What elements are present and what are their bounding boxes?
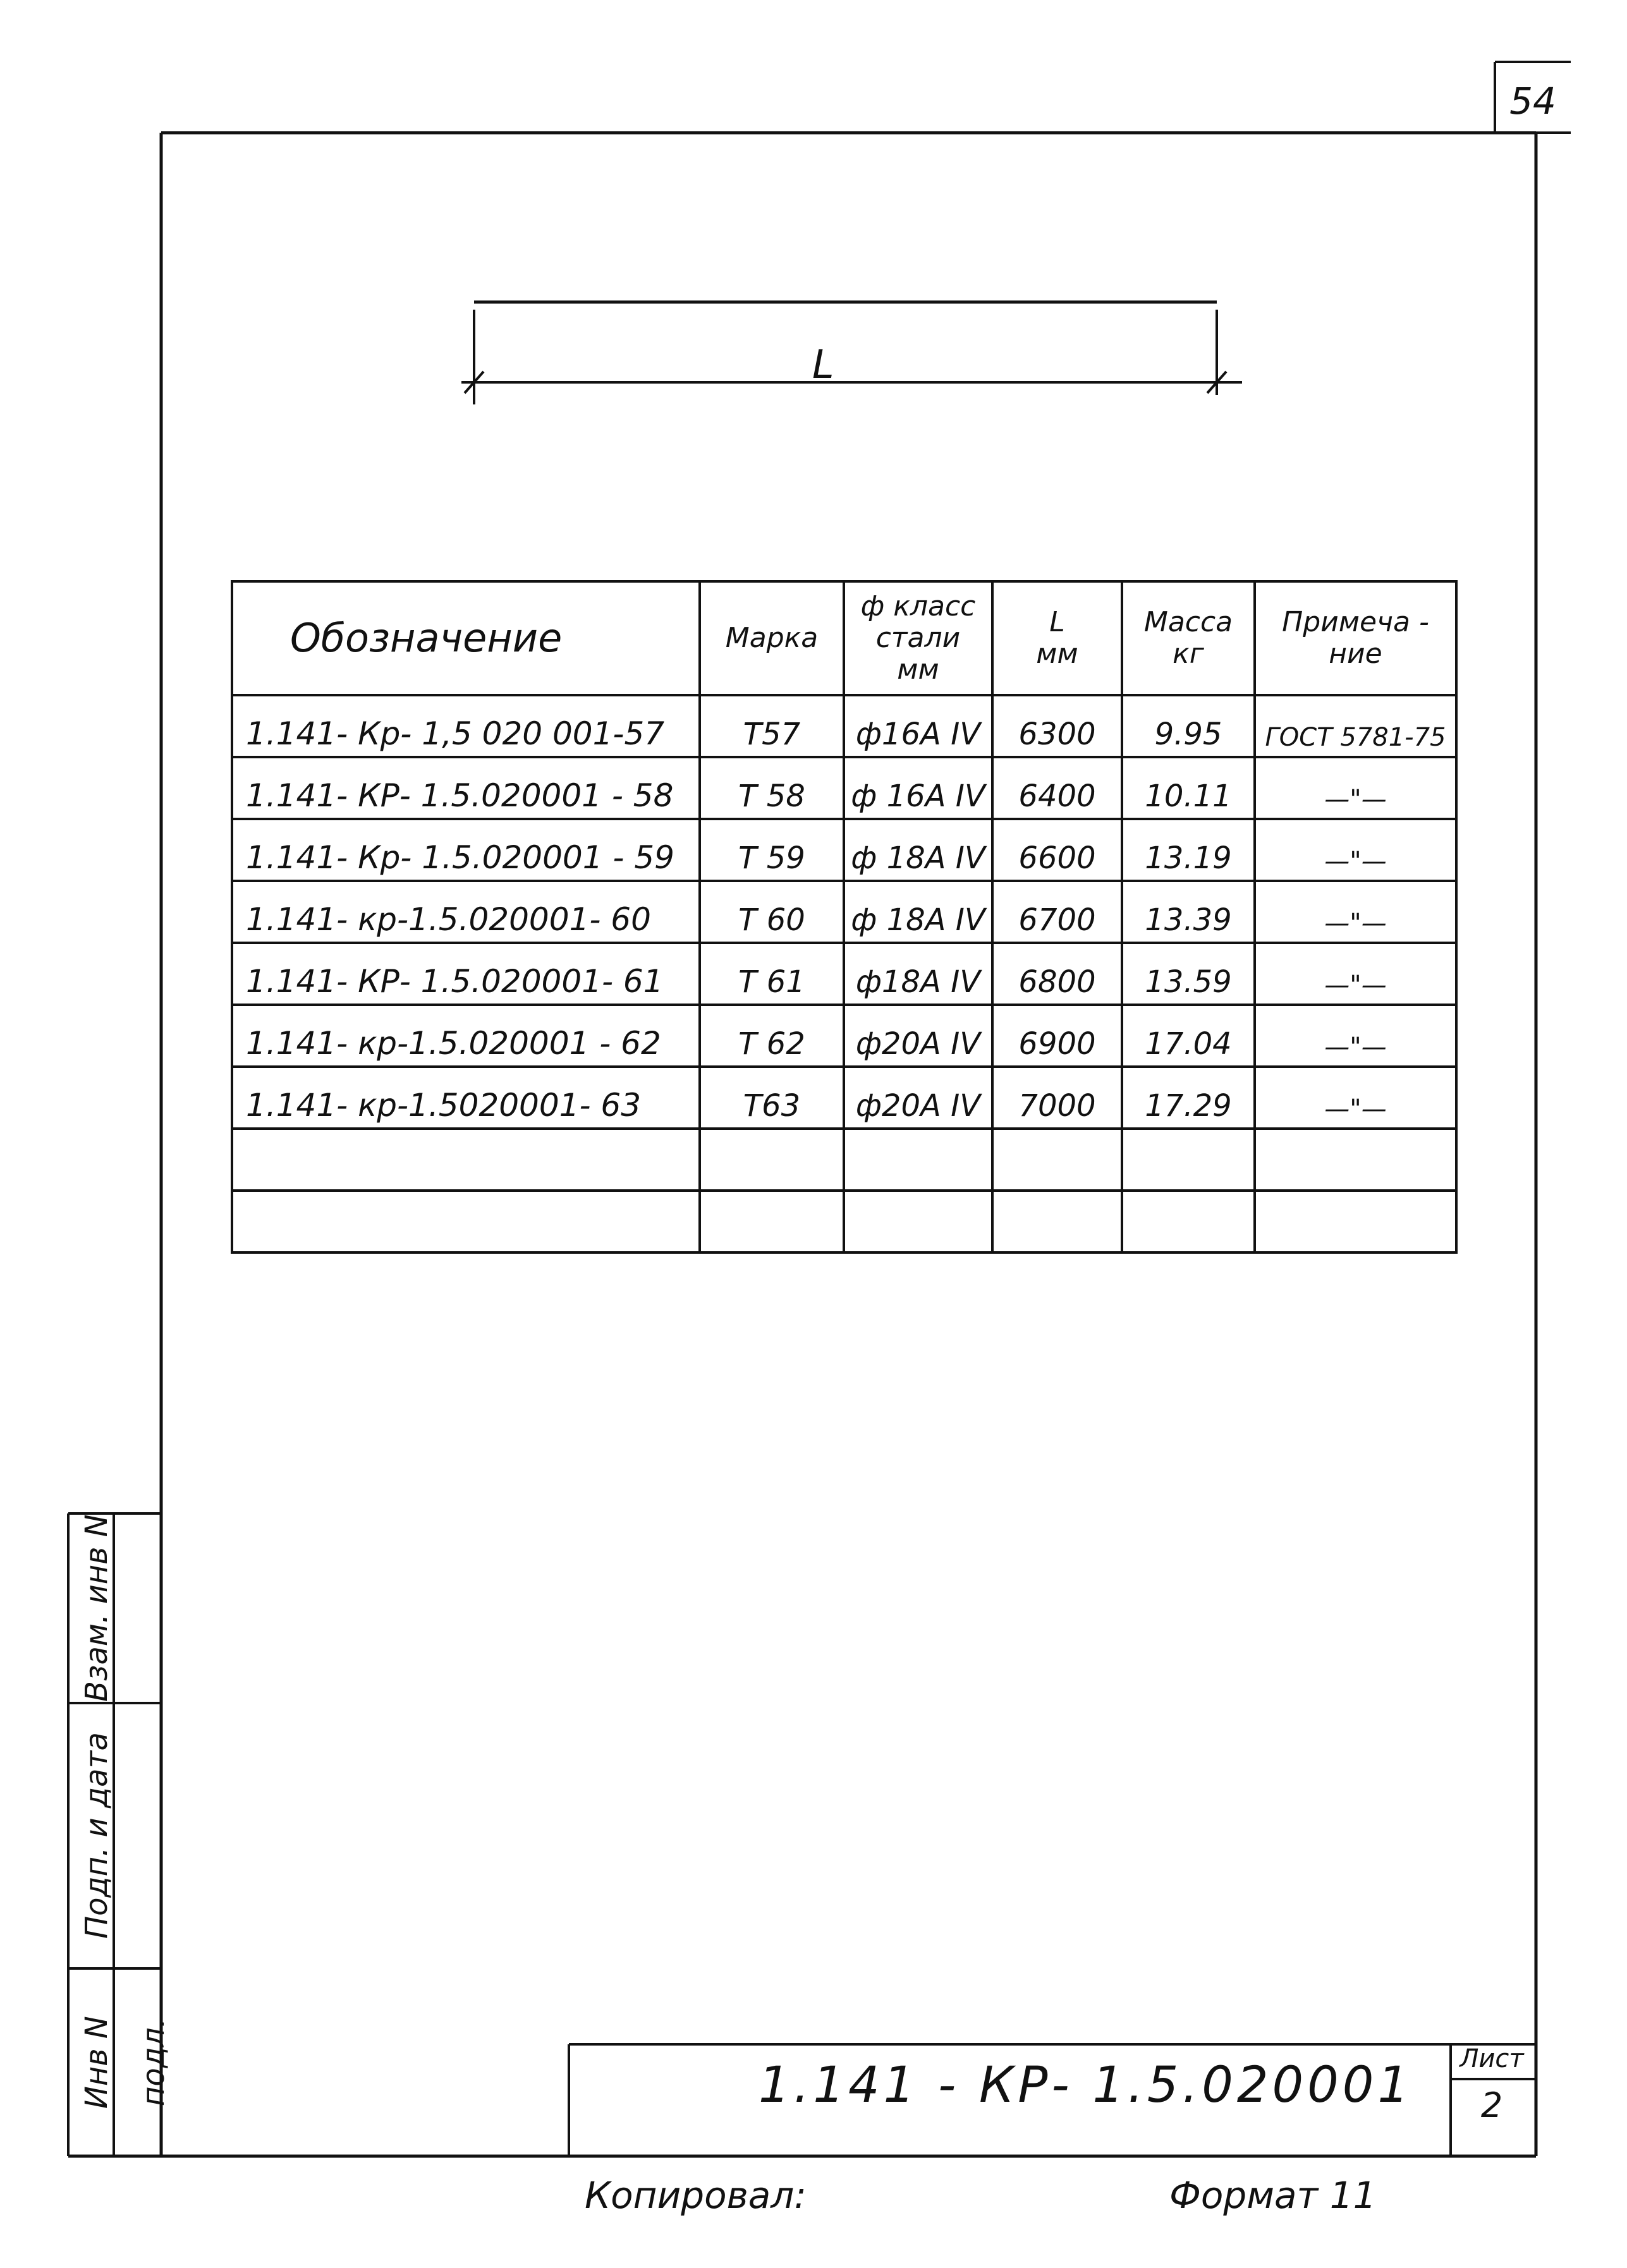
cell-oboznachenie: 1.141- Кр- 1.5.020001 - 59 [232, 819, 700, 881]
cell-note: —"— [1255, 943, 1456, 1005]
table-row [232, 943, 1456, 1005]
cell-massa: 17.29 [1122, 1067, 1255, 1129]
header-note-line2: ние [1329, 638, 1382, 670]
cell-marka: Т63 [700, 1067, 844, 1129]
cell-note: —"— [1255, 1005, 1456, 1067]
header-length-line1: L [1049, 606, 1065, 638]
header-note-line1: Примеча - [1282, 606, 1429, 638]
cell-massa: 13.19 [1122, 819, 1255, 881]
cell-length [992, 1191, 1122, 1252]
cell-length: 6300 [992, 695, 1122, 757]
cell-length [992, 1129, 1122, 1191]
cell-marka: Т 61 [700, 943, 844, 1005]
header-klass-line2: стали [875, 622, 961, 654]
cell-oboznachenie [232, 1191, 700, 1252]
table-header-row [232, 581, 1456, 695]
specification-table [231, 580, 1458, 1254]
cell-oboznachenie: 1.141- Кр- 1,5 020 001-57 [232, 695, 700, 757]
cell-length: 6700 [992, 881, 1122, 943]
cell-marka [700, 1191, 844, 1252]
cell-note: —"— [1255, 757, 1456, 819]
table-row [232, 819, 1456, 881]
cell-oboznachenie: 1.141- кр-1.5020001- 63 [232, 1067, 700, 1129]
cell-klass: ф20А IV [844, 1067, 992, 1129]
header-length [992, 581, 1122, 695]
cell-marka: Т57 [700, 695, 844, 757]
cell-massa [1122, 1191, 1255, 1252]
cell-note [1255, 1191, 1456, 1252]
cell-length: 6400 [992, 757, 1122, 819]
format-label: Формат 11 [1169, 2174, 1377, 2217]
header-klass-line3: мм [897, 653, 939, 686]
table-row [232, 695, 1456, 757]
table-row [232, 757, 1456, 819]
table-row-empty [232, 1129, 1456, 1191]
cell-massa: 13.39 [1122, 881, 1255, 943]
cell-massa: 10.11 [1122, 757, 1255, 819]
cell-oboznachenie: 1.141- кр-1.5.020001- 60 [232, 881, 700, 943]
header-length-line2: мм [1036, 638, 1078, 670]
page-number: 54 [1509, 80, 1556, 123]
cell-klass [844, 1191, 992, 1252]
header-klass [844, 581, 992, 695]
stamp-inv-podl: Инв N подл. [79, 2016, 171, 2109]
cell-length: 6900 [992, 1005, 1122, 1067]
header-massa [1122, 581, 1255, 695]
cell-massa [1122, 1129, 1255, 1191]
cell-length: 7000 [992, 1067, 1122, 1129]
cell-note [1255, 1129, 1456, 1191]
copied-by-label: Копировал: [585, 2174, 807, 2217]
cell-klass: ф 18А IV [844, 881, 992, 943]
stamp-vzam-inv: Взам. инв N [79, 1514, 114, 1702]
header-oboznachenie: Обозначение [232, 581, 700, 695]
header-note [1255, 581, 1456, 695]
header-massa-line1: Масса [1143, 606, 1233, 638]
document-code: 1.141 - КР- 1.5.020001 [759, 2057, 1413, 2114]
cell-note: —"— [1255, 881, 1456, 943]
cell-klass: ф 16А IV [844, 757, 992, 819]
table-row [232, 1005, 1456, 1067]
cell-length: 6800 [992, 943, 1122, 1005]
cell-marka [700, 1129, 844, 1191]
cell-klass: ф16А IV [844, 695, 992, 757]
cell-klass: ф18А IV [844, 943, 992, 1005]
cell-oboznachenie: 1.141- КР- 1.5.020001 - 58 [232, 757, 700, 819]
sheet-number: 2 [1480, 2085, 1503, 2125]
header-klass-line1: ф класс [860, 590, 976, 622]
dimension-label: L [812, 341, 834, 387]
cell-massa: 9.95 [1122, 695, 1255, 757]
cell-klass: ф 18А IV [844, 819, 992, 881]
cell-oboznachenie: 1.141- кр-1.5.020001 - 62 [232, 1005, 700, 1067]
cell-marka: Т 58 [700, 757, 844, 819]
sheet-label: Лист [1459, 2044, 1524, 2073]
cell-oboznachenie: 1.141- КР- 1.5.020001- 61 [232, 943, 700, 1005]
cell-note: ГОСТ 5781-75 [1255, 695, 1456, 757]
cell-massa: 13.59 [1122, 943, 1255, 1005]
cell-marka: Т 59 [700, 819, 844, 881]
cell-klass [844, 1129, 992, 1191]
table-row [232, 1067, 1456, 1129]
table-row-empty [232, 1191, 1456, 1252]
cell-note: —"— [1255, 1067, 1456, 1129]
cell-oboznachenie [232, 1129, 700, 1191]
header-marka: Марка [700, 581, 844, 695]
cell-massa: 17.04 [1122, 1005, 1255, 1067]
table-row [232, 881, 1456, 943]
stamp-podp-data: Подп. и дата [79, 1732, 114, 1939]
cell-marka: Т 60 [700, 881, 844, 943]
cell-note: —"— [1255, 819, 1456, 881]
cell-klass: ф20А IV [844, 1005, 992, 1067]
cell-marka: Т 62 [700, 1005, 844, 1067]
cell-length: 6600 [992, 819, 1122, 881]
header-massa-line2: кг [1173, 638, 1204, 670]
